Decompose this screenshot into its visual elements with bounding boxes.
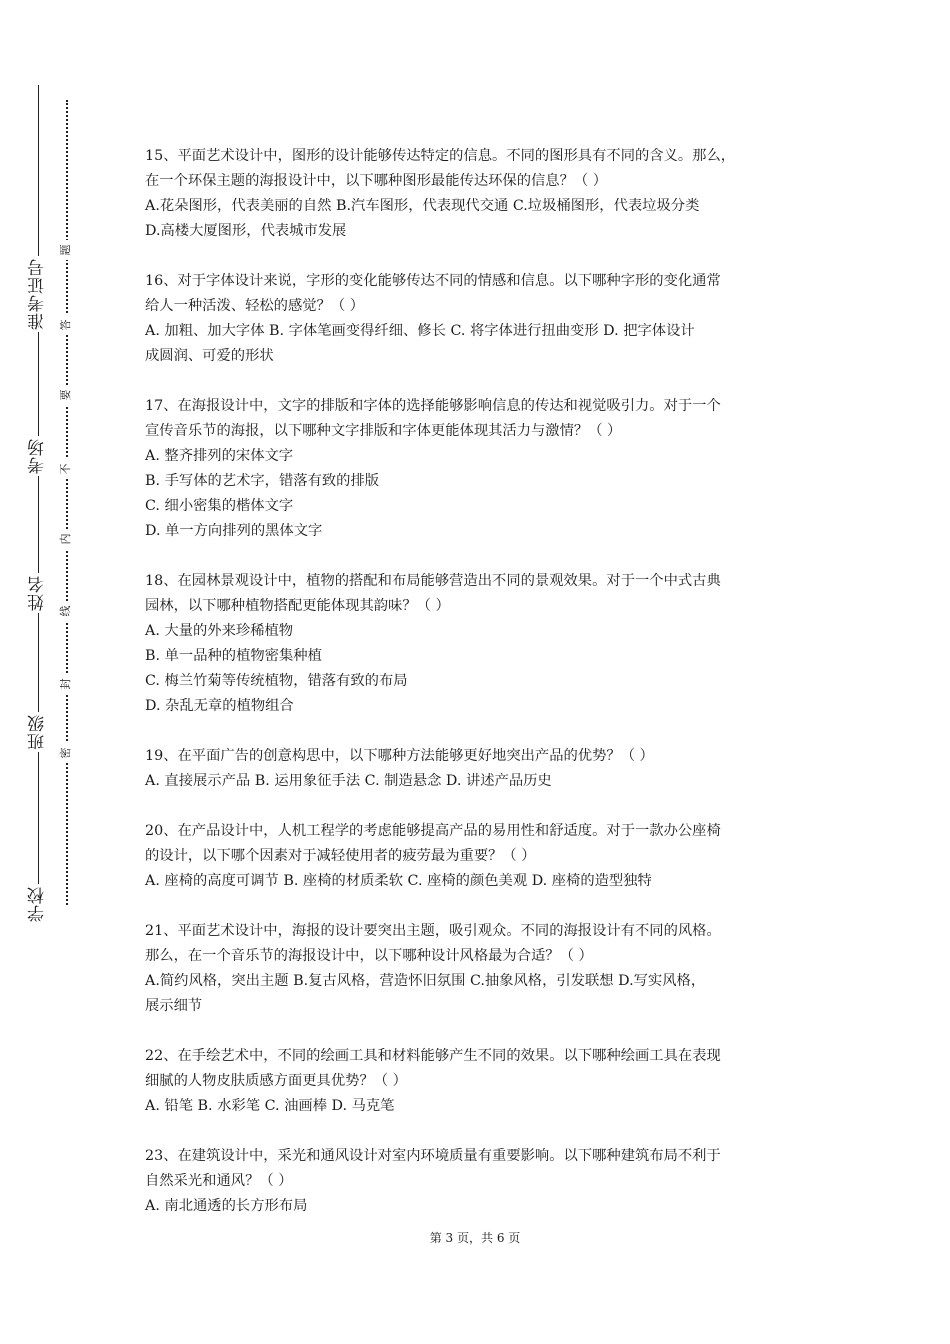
question-line: 成圆润、可爱的形状 (145, 348, 274, 364)
question-17 (145, 394, 815, 544)
question-line: 19、在平面广告的创意构思中，以下哪种方法能够更好地突出产品的优势？（ ） (145, 748, 654, 764)
question-23 (145, 1144, 815, 1219)
question-line: A. 铅笔 B. 水彩笔 C. 油画棒 D. 马克笔 (145, 1098, 395, 1114)
binding-solid-line (38, 85, 39, 915)
question-line: 宣传音乐节的海报，以下哪种文字排版和字体更能体现其活力与激情？（ ） (145, 423, 622, 439)
question-line: 15、平面艺术设计中，图形的设计能够传达特定的信息。不同的图形具有不同的含义。那么， (145, 148, 736, 164)
question-line: D. 单一方向排列的黑体文字 (145, 523, 323, 539)
seal-char: 内 (59, 529, 73, 549)
seal-char: 不 (59, 459, 73, 479)
seal-char: 要 (59, 385, 73, 405)
question-line: 那么，在一个音乐节的海报设计中，以下哪种设计风格最为合适？（ ） (145, 948, 593, 964)
binding-dotted-line (66, 100, 68, 905)
question-line: 给人一种活泼、轻松的感觉？（ ） (145, 298, 364, 314)
question-line: A. 大量的外来珍稀植物 (145, 623, 294, 639)
question-line: 22、在手绘艺术中，不同的绘画工具和材料能够产生不同的效果。以下哪种绘画工具在表现 (145, 1048, 721, 1064)
question-line: 20、在产品设计中，人机工程学的考虑能够提高产品的易用性和舒适度。对于一款办公座椅 (145, 823, 721, 839)
question-line: C. 细小密集的楷体文字 (145, 498, 294, 514)
question-line: 23、在建筑设计中，采光和通风设计对室内环境质量有重要影响。以下哪种建筑布局不利于 (145, 1148, 721, 1164)
question-line: A.花朵图形，代表美丽的自然 B.汽车图形，代表现代交通 C.垃圾桶图形，代表垃圾分类 (145, 198, 700, 214)
question-21 (145, 919, 815, 1019)
seal-char: 封 (59, 674, 73, 694)
question-line: 16、对于字体设计来说，字形的变化能够传达不同的情感和信息。以下哪种字形的变化通常 (145, 273, 721, 289)
question-22 (145, 1044, 815, 1119)
question-line: A. 整齐排列的宋体文字 (145, 448, 294, 464)
question-line: A. 座椅的高度可调节 B. 座椅的材质柔软 C. 座椅的颜色美观 D. 座椅的造型独特 (145, 873, 652, 889)
question-line: 展示细节 (145, 998, 203, 1014)
question-list (145, 144, 815, 1244)
question-19 (145, 744, 815, 794)
question-line: A. 直接展示产品 B. 运用象征手法 C. 制造悬念 D. 讲述产品历史 (145, 773, 552, 789)
question-line: D.高楼大厦图形，代表城市发展 (145, 223, 347, 239)
question-15 (145, 144, 815, 244)
question-line: B. 单一品种的植物密集种植 (145, 648, 322, 664)
field-school: 学校 (20, 884, 56, 924)
question-line: B. 手写体的艺术字，错落有致的排版 (145, 473, 380, 489)
question-line: A. 加粗、加大字体 B. 字体笔画变得纤细、修长 C. 将字体进行扭曲变形 D. 把字体设计 (145, 323, 695, 339)
question-line: 自然采光和通风？（ ） (145, 1173, 293, 1189)
question-line: 18、在园林景观设计中，植物的搭配和布局能够营造出不同的景观效果。对于一个中式古典 (145, 573, 721, 589)
page-footer: 第 3 页，共 6 页 (429, 1231, 521, 1245)
field-class: 班级 (20, 712, 56, 752)
seal-char: 答 (59, 315, 73, 335)
question-16 (145, 269, 815, 369)
question-18 (145, 569, 815, 719)
seal-char: 题 (59, 240, 73, 260)
field-exam-room: 考场 (20, 436, 56, 476)
question-line: A. 南北通透的长方形布局 (145, 1198, 308, 1214)
question-line: 的设计，以下哪个因素对于减轻使用者的疲劳最为重要？（ ） (145, 848, 536, 864)
question-20 (145, 819, 815, 894)
question-line: A.简约风格，突出主题 B.复古风格，营造怀旧氛围 C.抽象风格，引发联想 D.写实风格， (145, 973, 706, 989)
field-name: 姓名 (20, 573, 56, 613)
question-line: C. 梅兰竹菊等传统植物，错落有致的布局 (145, 673, 408, 689)
question-line: 园林，以下哪种植物搭配更能体现其韵味？（ ） (145, 598, 450, 614)
seal-char: 密 (59, 743, 73, 763)
question-line: 在一个环保主题的海报设计中，以下哪种图形最能传达环保的信息？（ ） (145, 173, 608, 189)
question-line: 17、在海报设计中，文字的排版和字体的选择能够影响信息的传达和视觉吸引力。对于一个 (145, 398, 721, 414)
question-line: 21、平面艺术设计中，海报的设计要突出主题，吸引观众。不同的海报设计有不同的风格。 (145, 923, 721, 939)
seal-char: 线 (59, 601, 73, 621)
binding-margin (0, 0, 110, 1344)
field-exam-number: 准考证号 (20, 256, 56, 332)
question-line: D. 杂乱无章的植物组合 (145, 698, 294, 714)
question-line: 细腻的人物皮肤质感方面更具优势？（ ） (145, 1073, 407, 1089)
